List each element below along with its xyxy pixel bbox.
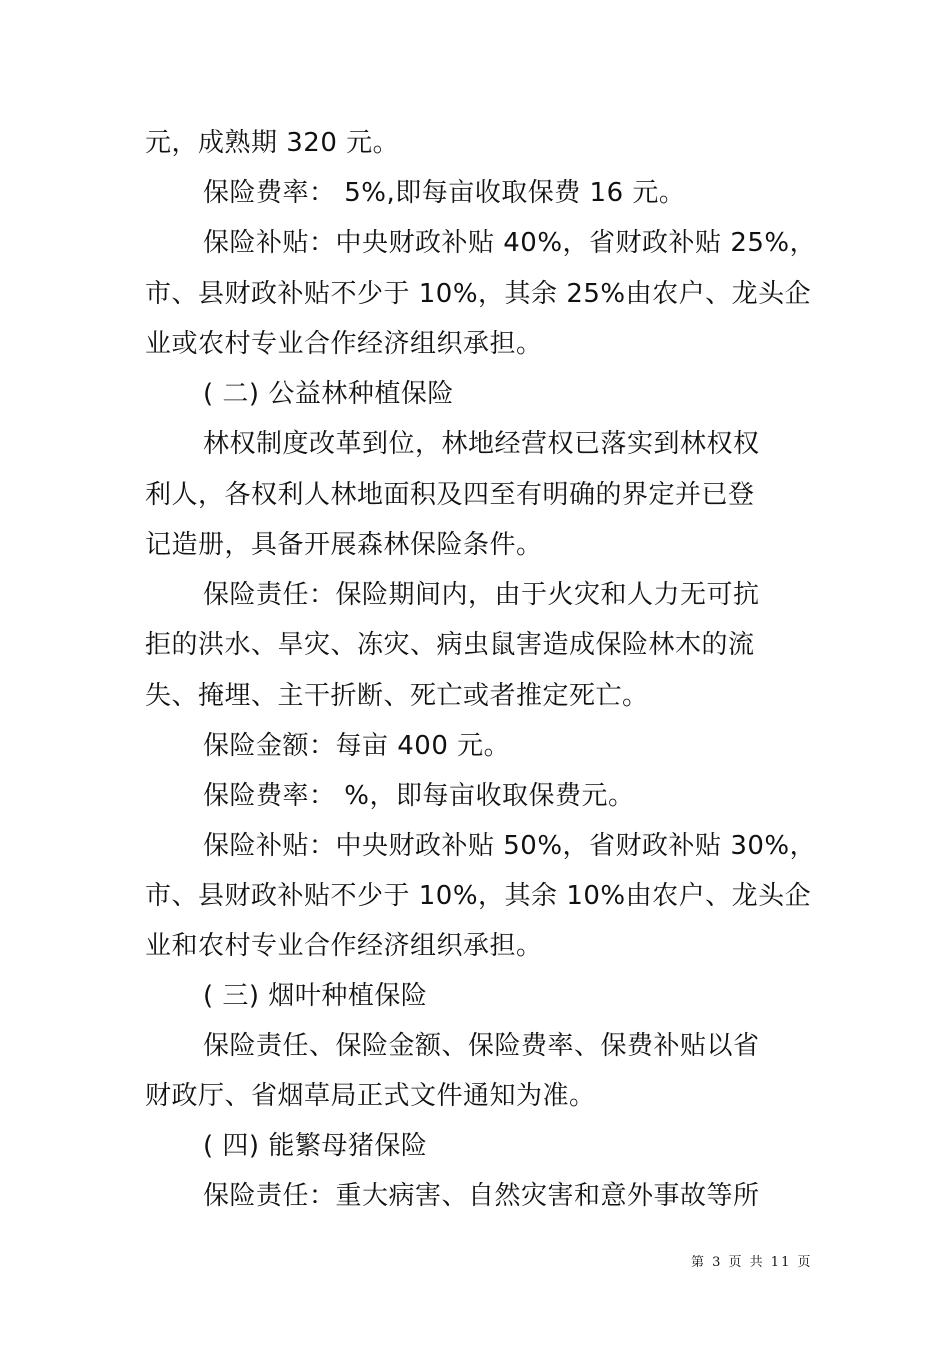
text-line-19: 保险责任、保险金额、保险费率、保费补贴以省 <box>203 1031 760 1061</box>
text-line-15: 保险补贴：中央财政补贴 50%，省财政补贴 30%， <box>203 831 817 861</box>
section-heading-4: ( 四) 能繁母猪保险 <box>203 1131 428 1161</box>
section-heading-2: ( 二) 公益林种植保险 <box>203 379 454 409</box>
text-line-16: 市、县财政补贴不少于 10%，其余 10%由农户、龙头企 <box>145 881 812 911</box>
text-line-5: 业或农村专业合作经济组织承担。 <box>145 329 543 359</box>
text-line-2: 保险费率： 5%,即每亩收取保费 16 元。 <box>203 178 686 208</box>
text-line-3: 保险补贴：中央财政补贴 40%，省财政补贴 25%， <box>203 228 817 258</box>
text-line-20: 财政厅、省烟草局正式文件通知为准。 <box>145 1081 596 1111</box>
text-line-10: 保险责任：保险期间内，由于火灾和人力无可抗 <box>203 580 760 610</box>
text-line-22: 保险责任：重大病害、自然灾害和意外事故等所 <box>203 1181 760 1211</box>
text-line-1: 元，成熟期 320 元。 <box>145 128 400 158</box>
section-heading-3: ( 三) 烟叶种植保险 <box>203 981 428 1011</box>
text-line-9: 记造册，具备开展森林保险条件。 <box>145 530 543 560</box>
text-line-4: 市、县财政补贴不少于 10%，其余 25%由农户、龙头企 <box>145 279 812 309</box>
text-line-7: 林权制度改革到位，林地经营权已落实到林权权 <box>203 429 760 459</box>
text-line-17: 业和农村专业合作经济组织承担。 <box>145 931 543 961</box>
page-number: 第 3 页 共 11 页 <box>691 1255 813 1270</box>
text-line-8: 利人，各权利人林地面积及四至有明确的界定并已登 <box>145 480 755 510</box>
text-line-14: 保险费率： %，即每亩收取保费元。 <box>203 781 635 811</box>
text-line-11: 拒的洪水、旱灾、冻灾、病虫鼠害造成保险林木的流 <box>145 630 755 660</box>
text-line-12: 失、掩埋、主干折断、死亡或者推定死亡。 <box>145 681 649 711</box>
text-line-13: 保险金额：每亩 400 元。 <box>203 731 511 761</box>
